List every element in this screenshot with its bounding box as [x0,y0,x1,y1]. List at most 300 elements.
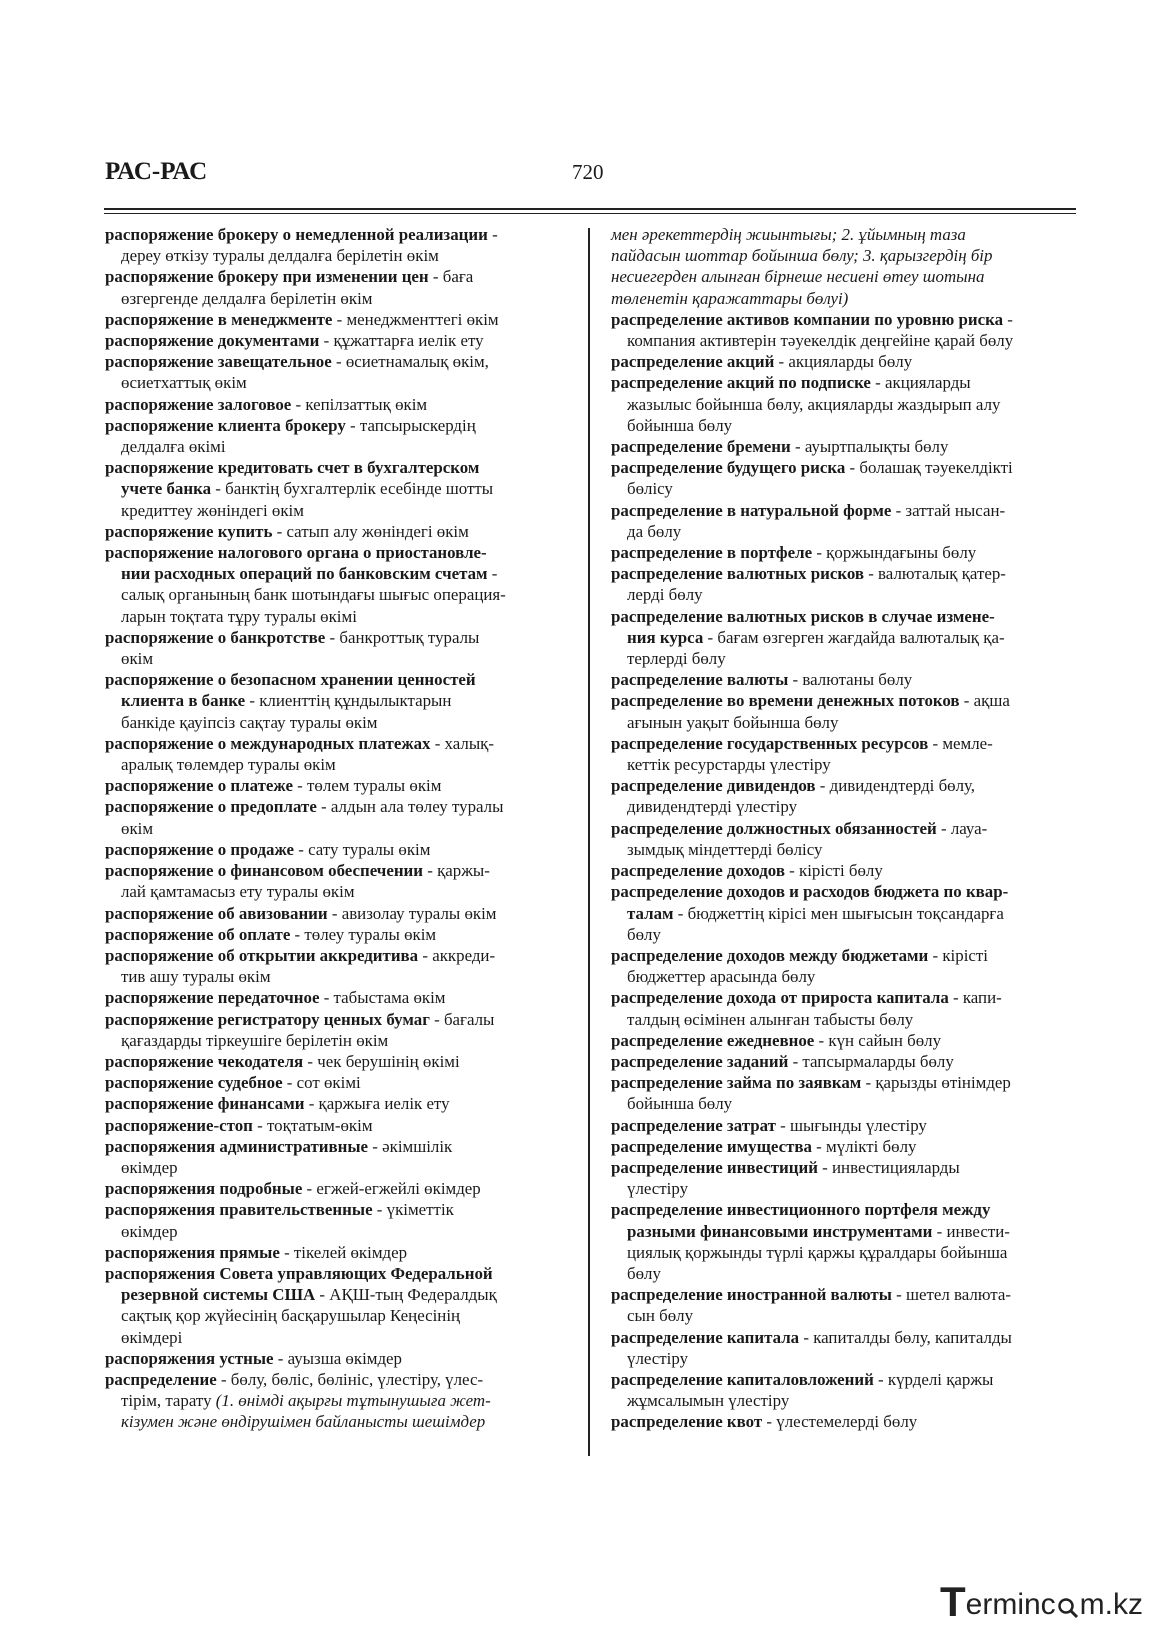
entry-headword: распределение квот [611,1412,763,1432]
entry-headword: распоряжение о международных платежах [105,733,431,753]
entry-headword: распоряжение в менеджменте [105,309,333,329]
entry-definition: кредиттеу жөніндегі өкім [121,500,304,520]
dictionary-entry [105,839,567,860]
entry-definition: - инвестицияларды [817,1157,960,1177]
dictionary-entry [611,542,1077,563]
dictionary-entry [611,669,1077,690]
dictionary-entry [105,1093,567,1114]
right-column [611,224,1077,1433]
entry-line [627,330,1077,351]
entry-line [611,1136,1077,1157]
entry-line [105,521,567,542]
entry-line [611,1327,1077,1348]
entry-line [611,775,1077,796]
entry-definition: - күн сайын бөлу [814,1030,942,1050]
entry-headword: распоряжение об авизовании [105,903,328,923]
entry-headword: распоряжение регистратору ценных бумаг [105,1009,430,1029]
entry-line [611,1199,1077,1220]
dictionary-entry [105,330,567,351]
dictionary-entry [105,351,567,393]
entry-line [105,351,567,372]
entry-headword: распределение доходов и расходов бюджета по квар- [611,882,1009,902]
entry-definition: - қаржыға иелік ету [304,1094,450,1114]
entry-definition: - тікелей өкімдер [279,1242,408,1262]
entry-definition: - табыстама өкім [319,988,446,1008]
entry-headword: распоряжения административные [105,1136,369,1156]
entry-definition: - ауызша өкімдер [273,1348,403,1368]
entry-definition: - сату туралы өкім [294,839,431,859]
entry-definition: - баға [428,267,474,287]
entry-definition: - аккреди- [418,945,496,965]
dictionary-entry [105,1072,567,1093]
entry-line [611,1072,1077,1093]
entry-line [611,351,1077,372]
entry-line [121,1157,567,1178]
entry-headword: распоряжения подробные [105,1179,303,1199]
entry-headword: распоряжение документами [105,331,320,351]
entry-line [105,987,567,1008]
entry-definition: - үкіметтік [372,1200,454,1220]
entry-line [611,457,1077,478]
entry-definition: тірім, тарату [121,1391,216,1411]
entry-line [121,818,567,839]
entry-definition: - лауа- [936,818,988,838]
dictionary-entry [611,351,1077,372]
dictionary-entry [105,415,567,457]
entry-headword: распределение в натуральной форме [611,500,892,520]
entry-definition: - төлеу туралы өкім [290,924,437,944]
entry-line [611,1115,1077,1136]
entry-line [105,1199,567,1220]
dictionary-entry [105,266,567,308]
entry-line [121,1030,567,1051]
entry-definition: бойынша бөлу [627,415,733,435]
entry-line [105,1093,567,1114]
entry-headword: распределение дохода от прироста капитала [611,988,949,1008]
entry-headword-cont: ния курса [627,627,704,647]
entry-definition: өзгергенде делдалға берілетін өкім [121,288,373,308]
entry-definition: - ақша [959,691,1010,711]
dictionary-entry [611,606,1077,670]
entry-line [121,648,567,669]
watermark-big-t: T [940,1578,966,1625]
entry-headword: распределение капитала [611,1327,800,1347]
entry-line [121,1411,567,1432]
dictionary-entry [105,860,567,902]
header-rule-thin [104,213,1076,214]
entry-line [105,309,567,330]
continuation-line: төленетін қаражаттары бөлуі) [611,288,849,308]
entry-definition: сақтық қор жүйесінің басқарушылар Кеңесінің [121,1306,461,1326]
entry-definition: бөлу [627,924,661,944]
entry-line [627,1221,1077,1242]
entry-definition: сын бөлу [627,1306,694,1326]
entry-headword-cont: талам [627,903,674,923]
entry-line [627,839,1077,860]
entry-line [121,1305,567,1326]
dictionary-entry [105,945,567,987]
entry-definition: - шығынды үлестіру [775,1115,927,1135]
entry-line [105,1136,567,1157]
entry-line [627,1242,1077,1263]
entry-headword: распоряжение-стоп [105,1115,253,1135]
dictionary-entry [611,500,1077,542]
page-header-title: РАС-РАС [105,158,208,185]
entry-headword: распоряжение кредитовать счет в бухгалтерском [105,458,480,478]
entry-definition: - үлестемелерді бөлу [762,1412,918,1432]
entry-definition: - капи- [948,988,1002,1008]
entry-definition: талдың өсімінен алынған табысты бөлу [627,1009,914,1029]
entry-headword: распределение дивидендов [611,776,816,796]
entry-definition: да бөлу [627,521,682,541]
entry-line [105,669,567,690]
entry-line [105,1051,567,1072]
entry-definition: өкім [121,818,154,838]
entry-headword: распоряжение чекодателя [105,1051,304,1071]
entry-line [627,648,1077,669]
entry-line [105,542,567,563]
entry-headword-cont: клиента в банке [121,691,246,711]
entry-line [611,1157,1077,1178]
dictionary-entry [611,436,1077,457]
entry-line [627,1263,1077,1284]
entry-definition: зымдық міндеттерді бөлісу [627,839,823,859]
entry-line [627,1305,1077,1326]
continuation-line: несиегерден алынған бірнеше несиені өтеу шотына [611,267,985,287]
entry-definition: банкіде қауіпсіз сақтау туралы өкім [121,712,378,732]
entry-definition: - тоқтатым-өкім [252,1115,373,1135]
entry-definition: бойынша бөлу [627,1094,733,1114]
entry-line [611,945,1077,966]
entry-definition: аралық төлемдер туралы өкім [121,755,336,775]
entry-headword: распределение должностных обязанностей [611,818,937,838]
entry-line [611,881,1077,902]
entry-definition: - егжей-егжейлі өкімдер [302,1179,481,1199]
entry-definition: жазылыс бойынша бөлу, акцияларды жаздырып алу [627,394,1001,414]
entry-line [627,712,1077,733]
dictionary-entry [105,1348,567,1369]
dictionary-entry [105,1369,567,1433]
dictionary-entry [105,733,567,775]
entry-definition: - қарызды өтінімдер [861,1073,1011,1093]
page-number: 720 [572,160,604,184]
entry-line [105,1369,567,1390]
entry-definition: - өсиетнамалық өкім, [331,352,489,372]
entry-headword: распоряжение о финансовом обеспечении [105,861,424,881]
entry-headword: распоряжение финансами [105,1094,305,1114]
entry-definition: өкімдер [121,1157,178,1177]
entry-headword: распоряжения устные [105,1348,274,1368]
watermark-middle: erminc [965,1588,1056,1621]
entry-headword: распоряжения Совета управляющих Федеральной [105,1263,493,1283]
dictionary-entry [611,775,1077,817]
entry-definition: - заттай нысан- [891,500,1006,520]
dictionary-entry [611,690,1077,732]
dictionary-entry [105,987,567,1008]
entry-definition: өсиетхаттық өкім [121,373,247,393]
entry-headword: распределение [105,1369,217,1389]
dictionary-entry [105,394,567,415]
entry-definition: бөлу [627,1263,661,1283]
entry-definition: өкімдер [121,1221,178,1241]
entry-definition: - құжаттарға иелік ету [319,331,484,351]
entry-line [627,1093,1077,1114]
entry-headword-cont: нии расходных операций по банковским счетам [121,564,488,584]
entry-definition: - банкроттық туралы [325,627,480,647]
dictionary-entry [611,457,1077,499]
entry-line [105,839,567,860]
dictionary-entry [611,563,1077,605]
entry-definition: жұмсалымын үлестіру [627,1391,790,1411]
watermark-suffix: m.kz [1079,1588,1143,1621]
dictionary-entry [105,1199,567,1241]
dictionary-entry [611,987,1077,1029]
entry-definition: - сатып алу жөніндегі өкім [272,521,469,541]
entry-definition: - тапсырмаларды бөлу [788,1051,954,1071]
entry-line [627,754,1077,775]
entry-definition: - кірісті [928,945,988,965]
magnifier-icon [1057,1597,1079,1619]
entry-note: кізумен және өндірушімен байланысты шешімдер [121,1412,486,1432]
entry-definition: - чек берушінің өкімі [303,1051,460,1071]
entry-line [121,500,567,521]
entry-definition: - [487,564,498,584]
entry-definition: лай қамтамасыз ету туралы өкім [121,882,355,902]
entry-headword: распоряжение о банкротстве [105,627,326,647]
entry-line [121,478,567,499]
entry-line [627,1009,1077,1030]
dictionary-entry [105,924,567,945]
entry-definition: - бағалы [429,1009,495,1029]
entry-line [121,436,567,457]
entry-headword: распределение имущества [611,1136,812,1156]
entry-line [611,733,1077,754]
entry-definition: - [1003,309,1013,329]
entry-definition: бюджеттер арасында бөлу [627,967,816,987]
entry-headword: распределение инвестиционного портфеля между [611,1200,991,1220]
entry-definition: - банктің бухгалтерлік есебінде шотты [211,479,494,499]
entry-definition: - мүлікті бөлу [811,1136,917,1156]
entry-line [627,1390,1077,1411]
entry-line [121,563,567,584]
entry-line [121,288,567,309]
dictionary-entry [611,1136,1077,1157]
entry-line [121,584,567,605]
entry-line [627,1178,1077,1199]
entry-headword: распределение займа по заявкам [611,1073,862,1093]
entry-line [105,860,567,881]
entry-line [627,1348,1077,1369]
entry-headword-cont: учете банка [121,479,212,499]
entry-definition: - қоржындағыны бөлу [812,543,977,563]
entry-headword: распределение затрат [611,1115,776,1135]
entry-definition: - төлем туралы өкім [292,776,442,796]
entry-headword: распоряжение о безопасном хранении ценностей [105,670,476,690]
entry-line [105,415,567,436]
entry-definition: тив ашу туралы өкім [121,967,271,987]
dictionary-entry [611,1327,1077,1369]
dictionary-entry [611,1115,1077,1136]
entry-line [105,1263,567,1284]
entry-definition: - халық- [430,733,495,753]
entry-definition: - кірісті бөлу [784,861,883,881]
entry-line [627,394,1077,415]
entry-line [121,1390,567,1411]
continuation-line: пайдасын шоттар бойынша бөлу; 3. қарызгердің бір [611,246,993,266]
entry-headword: распоряжение о продаже [105,839,295,859]
dictionary-entry [105,521,567,542]
dictionary-entry [611,1051,1077,1072]
entry-line [121,245,567,266]
entry-definition: өкімдері [121,1327,183,1347]
entry-definition: лерді бөлу [627,585,703,605]
entry-definition: - бөлу, бөліс, бөлініс, үлестіру, үлес- [216,1369,484,1389]
entry-headword: распоряжение об оплате [105,924,291,944]
entry-headword: распределение инвестиций [611,1157,818,1177]
entry-definition: дереу өткізу туралы делдалға берілетін өкім [121,246,439,266]
entry-line [611,1284,1077,1305]
entry-headword: распоряжение залоговое [105,394,292,414]
dictionary-entry [611,818,1077,860]
entry-line [105,945,567,966]
dictionary-entry [611,309,1077,351]
entry-line [611,606,1077,627]
entry-line [611,690,1077,711]
entry-headword: распределение валютных рисков в случае измене- [611,606,995,626]
entry-definition: - капиталды бөлу, капиталды [799,1327,1012,1347]
entry-line [105,224,567,245]
entry-line [121,1284,567,1305]
dictionary-entry [611,1369,1077,1411]
entry-definition: өкім [121,649,154,669]
entry-line [627,796,1077,817]
entry-line [627,903,1077,924]
watermark-logo [940,1578,1143,1625]
entry-headword: распределение акций [611,352,775,372]
entry-line [105,627,567,648]
entry-headword: распределение акций по подписке [611,373,871,393]
entry-definition: - АҚШ-тың Федералдық [315,1285,497,1305]
dictionary-entry [611,1072,1077,1114]
entry-definition: - бюджеттің кірісі мен шығысын тоқсандарға [673,903,1004,923]
entry-definition: - алдын ала төлеу туралы [316,797,504,817]
entry-line [627,627,1077,648]
entry-definition: - болашақ тәуекелдікті [845,458,1013,478]
dictionary-entry [611,1411,1077,1432]
entry-line [105,924,567,945]
entry-line [611,1369,1077,1390]
entry-line [121,754,567,775]
entry-definition: - дивидендтерді бөлу, [815,776,976,796]
dictionary-entry [611,860,1077,881]
right-continuation [611,224,1077,309]
entry-line [627,478,1077,499]
entry-headword: распоряжения правительственные [105,1200,373,1220]
entry-line [611,1051,1077,1072]
entry-line [121,712,567,733]
entry-definition: салық органының банк шотындағы шығыс операция- [121,585,506,605]
entry-line [105,457,567,478]
dictionary-entry [105,1009,567,1051]
entry-headword: распоряжение о предоплате [105,797,317,817]
dictionary-entry [105,1178,567,1199]
entry-definition: ағынын уақыт бойынша бөлу [627,712,839,732]
dictionary-entry [105,1115,567,1136]
entry-line [105,330,567,351]
entry-definition: - кепілзаттық өкім [291,394,428,414]
entry-line [105,266,567,287]
dictionary-entry [105,669,567,733]
dictionary-entry [105,1051,567,1072]
entry-line [105,1178,567,1199]
dictionary-entry [105,1136,567,1178]
entry-headword: распределение активов компании по уровню риска [611,309,1004,329]
dictionary-entry [611,1284,1077,1326]
dictionary-entry [105,309,567,330]
entry-line [105,903,567,924]
entry-line [121,606,567,627]
dictionary-entry [611,733,1077,775]
continuation-line: мен әрекеттердің жиынтығы; 2. ұйымның таза [611,225,966,244]
dictionary-entry [105,457,567,521]
entry-definition: - валюталық қатер- [863,564,1006,584]
entry-line [105,1242,567,1263]
entry-headword: распоряжение о платеже [105,776,293,796]
entry-line [627,415,1077,436]
entry-line [611,436,1077,457]
entry-headword: распределение во времени денежных потоков [611,691,960,711]
entry-line [105,796,567,817]
entry-headword: распределение в портфеле [611,543,813,563]
dictionary-entry [611,1157,1077,1199]
dictionary-entry [611,1199,1077,1284]
entry-definition: дивидендтерді үлестіру [627,797,798,817]
entry-line [627,924,1077,945]
entry-line [121,966,567,987]
entry-definition: - сот өкімі [282,1073,361,1093]
entry-definition: - әкімшілік [368,1136,453,1156]
entry-definition: - клиенттің құндылыктарын [245,691,452,711]
entry-line [121,690,567,711]
left-column [105,224,567,1433]
entry-headword: распоряжение брокеру при изменении цен [105,267,429,287]
entry-headword: распределение капиталовложений [611,1369,874,1389]
dictionary-entry [105,775,567,796]
entry-headword: распределение заданий [611,1051,789,1071]
entry-definition: - тапсырыскердің [345,415,476,435]
dictionary-entry [105,224,567,266]
entry-line [611,860,1077,881]
entry-line [611,1030,1077,1051]
dictionary-entry [105,1263,567,1348]
entry-headword: распределение государственных ресурсов [611,733,929,753]
entry-definition: - авизолау туралы өкім [327,903,497,923]
entry-line [611,542,1077,563]
entry-line [121,1327,567,1348]
entry-definition: циялық қоржынды түрлі қаржы құралдары бойынша [627,1242,1008,1262]
entry-definition: - күрделі қаржы [873,1369,994,1389]
entry-headword: распоряжение брокеру о немедленной реализации [105,225,488,244]
entry-headword: распоряжения прямые [105,1242,280,1262]
entry-definition: делдалға өкімі [121,437,226,457]
entry-headword: распоряжение судебное [105,1073,283,1093]
dictionary-entry [105,1242,567,1263]
entry-definition: - менеджменттегі өкім [332,309,499,329]
entry-definition: - инвести- [932,1221,1010,1241]
entry-headword: распоряжение клиента брокеру [105,415,346,435]
entry-line [627,966,1077,987]
entry-definition: - ауыртпалықты бөлу [790,437,949,457]
